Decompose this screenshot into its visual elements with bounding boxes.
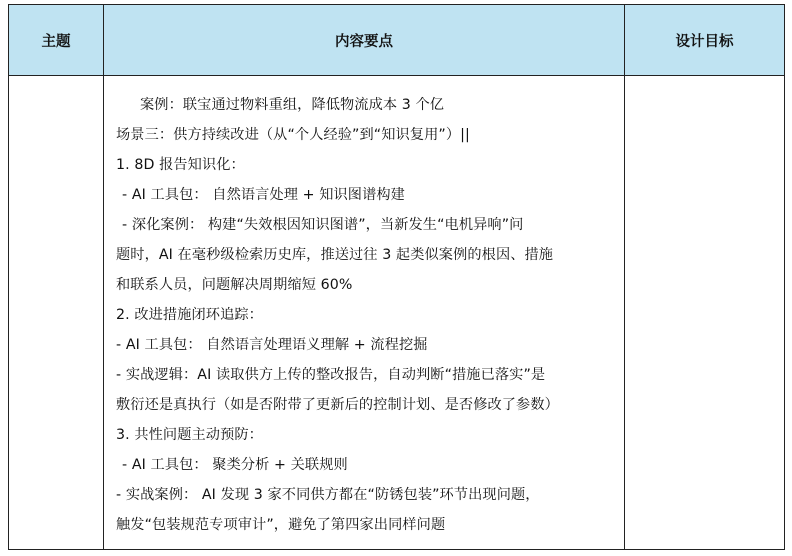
header-content: 内容要点 xyxy=(104,5,625,76)
header-goal: 设计目标 xyxy=(625,5,785,76)
content-line-practice-case-cont: 触发“包装规范专项审计”，避免了第四家出同样问题 xyxy=(116,517,446,533)
content-line-section-1: 1. 8D 报告知识化： xyxy=(116,157,245,173)
content-line-practice-case: - 实战案例： AI 发现 3 家不同供方都在“防锈包装”环节出现问题， xyxy=(116,487,540,503)
content-line-section-3: 3. 共性问题主动预防： xyxy=(116,427,263,443)
table-body-row xyxy=(9,76,785,550)
content-line-ai-toolkit-1: - AI 工具包： 自然语言处理 + 知识图谱构建 xyxy=(122,187,405,203)
content-line-ai-toolkit-2: - AI 工具包： 自然语言处理语义理解 + 流程挖掘 xyxy=(116,337,428,353)
cell-goal xyxy=(625,76,785,550)
content-line-practice-logic-cont: 敷衍还是真执行（如是否附带了更新后的控制计划、是否修改了参数） xyxy=(116,397,559,413)
content-table xyxy=(8,4,785,550)
content-line-practice-logic: - 实战逻辑：AI 读取供方上传的整改报告，自动判断“措施已落实”是 xyxy=(116,367,546,383)
content-line-case: 案例：联宝通过物料重组，降低物流成本 3 个亿 xyxy=(140,97,445,113)
content-line-deep-case: - 深化案例： 构建“失效根因知识图谱”，当新发生“电机异响”问 xyxy=(122,217,524,233)
content-line-deep-case-cont-2: 和联系人员，问题解决周期缩短 60% xyxy=(116,277,353,293)
header-topic: 主题 xyxy=(9,5,104,76)
cell-content xyxy=(104,76,625,550)
cell-topic xyxy=(9,76,104,550)
content-line-deep-case-cont-1: 题时，AI 在毫秒级检索历史库，推送过往 3 起类似案例的根因、措施 xyxy=(116,247,554,263)
table-header-row xyxy=(9,5,785,76)
content-line-scenario: 场景三：供方持续改进（从“个人经验”到“知识复用”）|| xyxy=(116,127,470,143)
content-line-section-2: 2. 改进措施闭环追踪： xyxy=(116,307,263,323)
content-line-ai-toolkit-3: - AI 工具包： 聚类分析 + 关联规则 xyxy=(122,457,348,473)
